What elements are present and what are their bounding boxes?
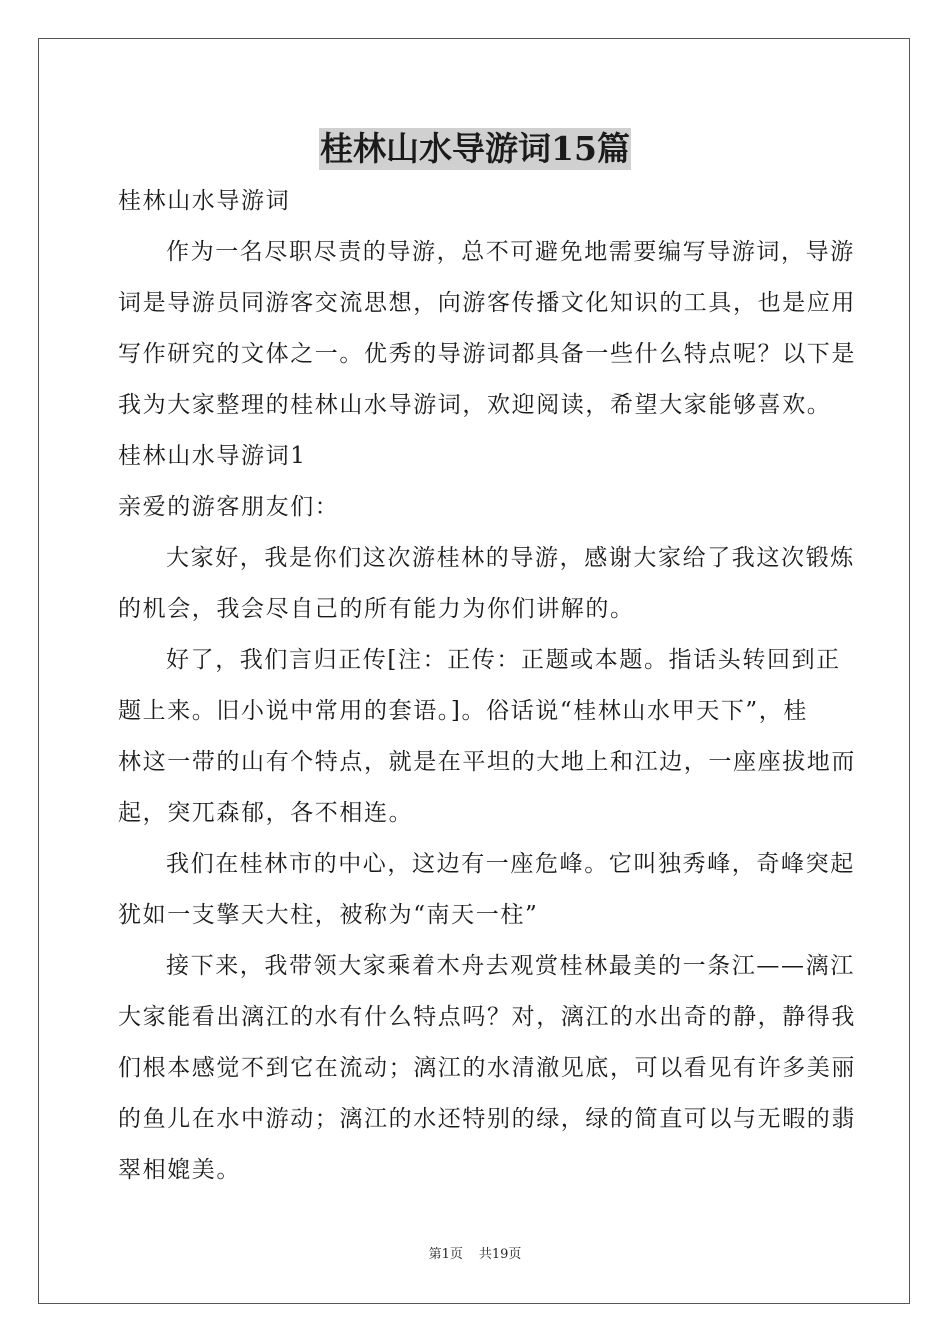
text-line: 亲爱的游客朋友们：	[118, 494, 340, 520]
document-body	[118, 176, 856, 1196]
text-line: 大家能看出漓江的水有什么特点吗？对，漓江的水出奇的静，静得我	[118, 1004, 856, 1030]
page-total: 共19页	[478, 1247, 522, 1262]
page-footer	[0, 1245, 950, 1265]
document-title: 桂林山水导游词15篇	[320, 129, 630, 168]
text-line: 的机会，我会尽自己的所有能力为你们讲解的。	[118, 596, 635, 622]
text-line: 好了，我们言归正传[注：正传：正题或本题。指话头转回到正	[166, 647, 841, 673]
text-line: 起，突兀森郁，各不相连。	[118, 800, 414, 826]
page-number: 第1页	[428, 1247, 463, 1262]
title-container	[0, 128, 950, 170]
text-line: 大家好，我是你们这次游桂林的导游，感谢大家给了我这次锻炼	[166, 545, 855, 571]
text-line: 们根本感觉不到它在流动；漓江的水清澈见底，可以看见有许多美丽	[118, 1055, 856, 1081]
text-line: 桂林山水导游词1	[118, 443, 307, 469]
text-line: 的鱼儿在水中游动；漓江的水还特别的绿，绿的简直可以与无暇的翡	[118, 1106, 856, 1132]
text-line: 作为一名尽职尽责的导游，总不可避免地需要编写导游词，导游	[166, 239, 855, 265]
text-line: 林这一带的山有个特点，就是在平坦的大地上和江边，一座座拔地而	[118, 749, 856, 775]
text-line: 我们在桂林市的中心，这边有一座危峰。它叫独秀峰，奇峰突起	[166, 851, 855, 877]
text-line: 翠相媲美。	[118, 1157, 241, 1183]
text-line: 我为大家整理的桂林山水导游词，欢迎阅读，希望大家能够喜欢。	[118, 392, 832, 418]
text-line: 写作研究的文体之一。优秀的导游词都具备一些什么特点呢？以下是	[118, 341, 856, 367]
text-line: 题上来。旧小说中常用的套语。]。俗话说“桂林山水甲天下”，桂	[118, 698, 808, 724]
text-line: 接下来，我带领大家乘着木舟去观赏桂林最美的一条江——漓江	[166, 953, 855, 979]
text-line: 犹如一支擎天大柱，被称为“南天一柱”	[118, 902, 539, 928]
text-line: 桂林山水导游词	[118, 188, 291, 214]
text-line: 词是导游员同游客交流思想，向游客传播文化知识的工具，也是应用	[118, 290, 856, 316]
